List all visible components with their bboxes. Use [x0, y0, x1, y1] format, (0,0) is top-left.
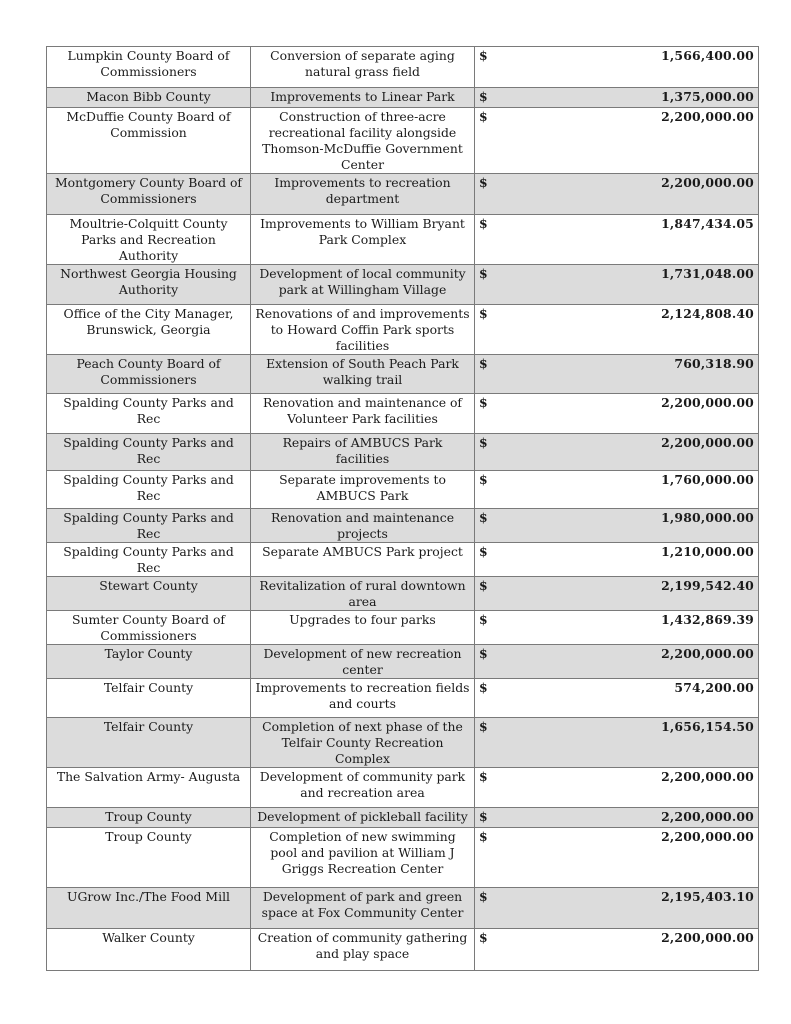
amount-cell [475, 577, 759, 611]
project-description-cell: Renovation and maintenance projects [251, 509, 475, 543]
amount-value: 2,200,000.00 [661, 175, 754, 190]
currency-symbol: $ [479, 266, 488, 281]
amount-value: 1,566,400.00 [661, 48, 754, 63]
project-description-cell: Improvements to recreation fields and courts [251, 679, 475, 718]
table-row [47, 543, 759, 577]
project-description-cell: Repairs of AMBUCS Park facilities [251, 434, 475, 471]
project-description-cell: Development of local community park at Willingham Village [251, 265, 475, 305]
amount-cell [475, 215, 759, 265]
amount-value: 1,980,000.00 [661, 510, 754, 525]
amount-value: 2,200,000.00 [661, 809, 754, 824]
currency-symbol: $ [479, 175, 488, 190]
amount-value: 1,375,000.00 [661, 89, 754, 104]
currency-symbol: $ [479, 306, 488, 321]
currency-symbol: $ [479, 395, 488, 410]
amount-value: 2,200,000.00 [661, 769, 754, 784]
recipient-cell: Lumpkin County Board of Commissioners [47, 47, 251, 88]
amount-cell [475, 718, 759, 768]
amount-value: 2,200,000.00 [661, 829, 754, 844]
currency-symbol: $ [479, 769, 488, 784]
project-description-cell: Completion of new swimming pool and pavilion at William J Griggs Recreation Center [251, 828, 475, 888]
currency-symbol: $ [479, 510, 488, 525]
currency-symbol: $ [479, 646, 488, 661]
amount-cell [475, 471, 759, 509]
project-description-cell: Development of new recreation center [251, 645, 475, 679]
amount-cell [475, 543, 759, 577]
project-description-cell: Improvements to William Bryant Park Complex [251, 215, 475, 265]
currency-symbol: $ [479, 435, 488, 450]
recipient-cell: Stewart County [47, 577, 251, 611]
currency-symbol: $ [479, 829, 488, 844]
currency-symbol: $ [479, 472, 488, 487]
amount-value: 1,847,434.05 [661, 216, 754, 231]
project-description-cell: Development of park and green space at Fox Community Center [251, 888, 475, 929]
currency-symbol: $ [479, 719, 488, 734]
recipient-cell: Telfair County [47, 718, 251, 768]
amount-cell [475, 305, 759, 355]
project-description-cell: Construction of three-acre recreational facility alongside Thomson-McDuffie Government Center [251, 108, 475, 174]
amount-cell [475, 808, 759, 828]
table-row [47, 679, 759, 718]
recipient-cell: Troup County [47, 828, 251, 888]
project-description-cell: Development of pickleball facility [251, 808, 475, 828]
table-row [47, 47, 759, 88]
table-row [47, 808, 759, 828]
project-description-cell: Separate improvements to AMBUCS Park [251, 471, 475, 509]
recipient-cell: UGrow Inc./The Food Mill [47, 888, 251, 929]
amount-value: 1,210,000.00 [661, 544, 754, 559]
project-description-cell: Upgrades to four parks [251, 611, 475, 645]
currency-symbol: $ [479, 612, 488, 627]
amount-value: 2,124,808.40 [661, 306, 754, 321]
project-description-cell: Development of community park and recreation area [251, 768, 475, 808]
recipient-cell: Spalding County Parks and Rec [47, 434, 251, 471]
project-description-cell: Extension of South Peach Park walking trail [251, 355, 475, 394]
amount-cell [475, 265, 759, 305]
recipient-cell: Spalding County Parks and Rec [47, 509, 251, 543]
recipient-cell: Spalding County Parks and Rec [47, 543, 251, 577]
recipient-cell: Northwest Georgia Housing Authority [47, 265, 251, 305]
amount-cell [475, 355, 759, 394]
table-row [47, 888, 759, 929]
currency-symbol: $ [479, 578, 488, 593]
table-row [47, 305, 759, 355]
table-row [47, 509, 759, 543]
currency-symbol: $ [479, 889, 488, 904]
table-row [47, 577, 759, 611]
project-description-cell: Revitalization of rural downtown area [251, 577, 475, 611]
recipient-cell: Taylor County [47, 645, 251, 679]
table-row [47, 434, 759, 471]
project-description-cell: Improvements to Linear Park [251, 88, 475, 108]
table-row [47, 174, 759, 215]
amount-cell [475, 679, 759, 718]
amount-value: 2,200,000.00 [661, 930, 754, 945]
recipient-cell: Spalding County Parks and Rec [47, 471, 251, 509]
amount-cell [475, 828, 759, 888]
amount-value: 2,195,403.10 [661, 889, 754, 904]
table-row [47, 394, 759, 434]
project-description-cell: Improvements to recreation department [251, 174, 475, 215]
amount-value: 2,199,542.40 [661, 578, 754, 593]
amount-value: 2,200,000.00 [661, 395, 754, 410]
table-row [47, 645, 759, 679]
amount-value: 2,200,000.00 [661, 435, 754, 450]
table-row [47, 768, 759, 808]
project-description-cell: Conversion of separate aging natural grass field [251, 47, 475, 88]
grants-table-body [47, 47, 759, 971]
amount-cell [475, 888, 759, 929]
amount-cell [475, 509, 759, 543]
table-row [47, 828, 759, 888]
currency-symbol: $ [479, 680, 488, 695]
amount-value: 574,200.00 [674, 680, 754, 695]
table-row [47, 471, 759, 509]
currency-symbol: $ [479, 809, 488, 824]
amount-cell [475, 611, 759, 645]
project-description-cell: Renovations of and improvements to Howard Coffin Park sports facilities [251, 305, 475, 355]
amount-cell [475, 768, 759, 808]
recipient-cell: Peach County Board of Commissioners [47, 355, 251, 394]
amount-cell [475, 108, 759, 174]
amount-value: 1,432,869.39 [661, 612, 754, 627]
currency-symbol: $ [479, 109, 488, 124]
recipient-cell: Troup County [47, 808, 251, 828]
table-row [47, 611, 759, 645]
amount-value: 1,760,000.00 [661, 472, 754, 487]
recipient-cell: Macon Bibb County [47, 88, 251, 108]
table-row [47, 88, 759, 108]
amount-cell [475, 47, 759, 88]
table-row [47, 355, 759, 394]
table-row [47, 108, 759, 174]
amount-cell [475, 929, 759, 971]
project-description-cell: Creation of community gathering and play space [251, 929, 475, 971]
amount-cell [475, 645, 759, 679]
recipient-cell: Office of the City Manager, Brunswick, Georgia [47, 305, 251, 355]
recipient-cell: The Salvation Army- Augusta [47, 768, 251, 808]
amount-cell [475, 394, 759, 434]
currency-symbol: $ [479, 89, 488, 104]
currency-symbol: $ [479, 930, 488, 945]
table-row [47, 265, 759, 305]
amount-cell [475, 434, 759, 471]
recipient-cell: Sumter County Board of Commissioners [47, 611, 251, 645]
currency-symbol: $ [479, 48, 488, 63]
recipient-cell: Walker County [47, 929, 251, 971]
recipient-cell: Montgomery County Board of Commissioners [47, 174, 251, 215]
amount-cell [475, 88, 759, 108]
currency-symbol: $ [479, 216, 488, 231]
grants-table [46, 46, 759, 971]
amount-value: 1,656,154.50 [661, 719, 754, 734]
amount-value: 1,731,048.00 [661, 266, 754, 281]
amount-value: 760,318.90 [674, 356, 754, 371]
amount-value: 2,200,000.00 [661, 109, 754, 124]
recipient-cell: Moultrie-Colquitt County Parks and Recreation Authority [47, 215, 251, 265]
amount-cell [475, 174, 759, 215]
project-description-cell: Completion of next phase of the Telfair County Recreation Complex [251, 718, 475, 768]
amount-value: 2,200,000.00 [661, 646, 754, 661]
currency-symbol: $ [479, 544, 488, 559]
table-row [47, 718, 759, 768]
table-row [47, 215, 759, 265]
table-row [47, 929, 759, 971]
project-description-cell: Renovation and maintenance of Volunteer Park facilities [251, 394, 475, 434]
currency-symbol: $ [479, 356, 488, 371]
recipient-cell: McDuffie County Board of Commission [47, 108, 251, 174]
recipient-cell: Telfair County [47, 679, 251, 718]
recipient-cell: Spalding County Parks and Rec [47, 394, 251, 434]
project-description-cell: Separate AMBUCS Park project [251, 543, 475, 577]
